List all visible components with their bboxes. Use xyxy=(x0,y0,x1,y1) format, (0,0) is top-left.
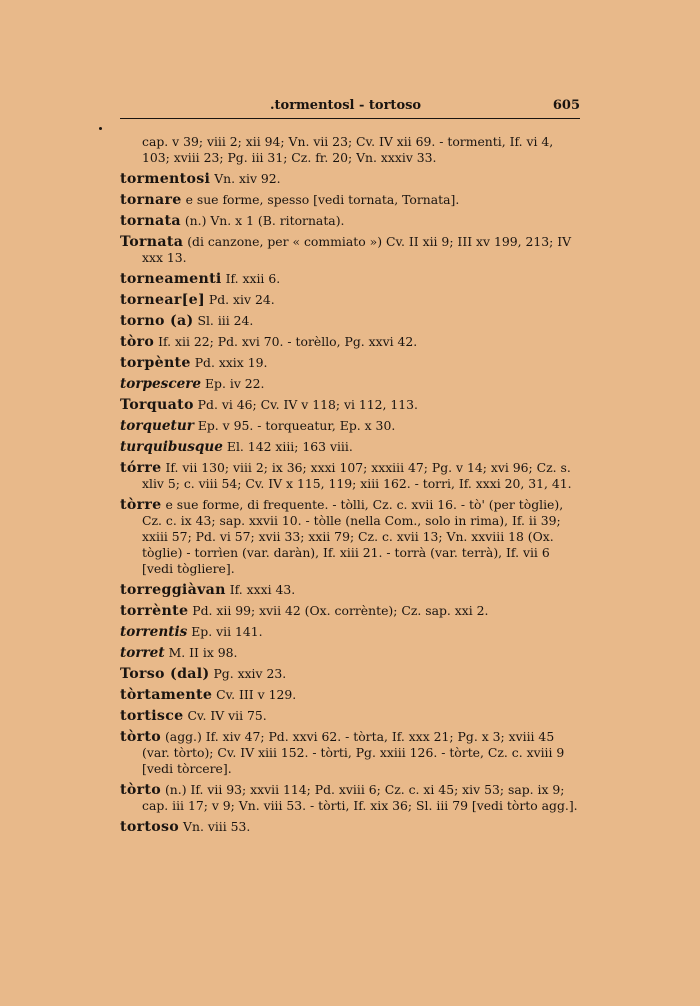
entry: torreggiàvan If. xxxi 43. xyxy=(120,582,296,598)
entry: torneamenti If. xxii 6. xyxy=(120,271,281,287)
headword: tornear[e] xyxy=(120,292,205,308)
entry-list xyxy=(120,134,580,840)
headword: torneamenti xyxy=(120,271,222,287)
header-rule xyxy=(120,118,580,119)
headword: tòrtamente xyxy=(120,687,213,703)
headword: tornare xyxy=(120,192,182,208)
headword: tortisce xyxy=(120,708,184,724)
entry: tormentosi Vn. xiv 92. xyxy=(120,171,281,187)
entry: tornare e sue forme, spesso [vedi tornata, Tornata]. xyxy=(120,192,460,208)
entry: torpènte Pd. xxix 19. xyxy=(120,355,268,371)
headword: torrènte xyxy=(120,603,189,619)
entry: torrènte Pd. xii 99; xvii 42 (Ox. corrènte); Cz. sap. xxi 2. xyxy=(120,603,489,619)
entry: tòrre e sue forme, di frequente. - tòlli, Cz. c. xvii 16. - tò' (per tòglie), Cz. c. ix 43; sap. xxvii 10. - tòlle (nella Com., solo in rima), If. ii 39; xxiii 57; Pd. vi 57; xvii 33; xxii 79; Cz. c. xvii 13; Vn. xxviii 18 (Ox. tòglie) - torrìen (var. daràn), If. xiii 21. - torrà (var. terrà), If. vii 6 [vedi tògliere]. xyxy=(120,497,564,576)
margin-dot xyxy=(99,127,102,130)
headword: tòrto xyxy=(120,782,162,798)
entry: tòro If. xii 22; Pd. xvi 70. - torèllo, Pg. xxvi 42. xyxy=(120,334,418,350)
headword: tornata xyxy=(120,213,181,229)
entry: tortisce Cv. IV vii 75. xyxy=(120,708,267,724)
headword: torreggiàvan xyxy=(120,582,226,598)
page-number: 605 xyxy=(552,98,580,113)
entry: tornear[e] Pd. xiv 24. xyxy=(120,292,275,308)
entry: Torso (dal) Pg. xxiv 23. xyxy=(120,666,287,682)
entry: tórre If. vii 130; viii 2; ix 36; xxxi 107; xxxiii 47; Pg. v 14; xvi 96; Cz. s. xliv 5; c. viii 54; Cv. IV x 115, 119; xiii 162. - torri, If. xxxi 20, 31, 41. xyxy=(120,460,572,491)
headword: tórre xyxy=(120,460,162,476)
headword: tòrre xyxy=(120,497,162,513)
entry: Torquato Pd. vi 46; Cv. IV v 118; vi 112, 113. xyxy=(120,397,418,413)
entry: turquibusque El. 142 xiii; 163 viii. xyxy=(120,439,353,455)
entry: torrentis Ep. vii 141. xyxy=(120,624,263,640)
headword: turquibusque xyxy=(120,439,223,455)
headword: tormentosi xyxy=(120,171,211,187)
headword: Tornata xyxy=(120,234,184,250)
headword: torquetur xyxy=(120,418,194,434)
headword: tòrto xyxy=(120,729,162,745)
running-head: .tormentosl - tortoso xyxy=(270,98,422,113)
entry: tornata (n.) Vn. x 1 (B. ritornata). xyxy=(120,213,345,229)
entry: tòrtamente Cv. III v 129. xyxy=(120,687,297,703)
headword: torpescere xyxy=(120,376,202,392)
entry: Tornata (di canzone, per « commiato ») Cv. II xii 9; III xv 199, 213; IV xxx 13. xyxy=(120,234,572,265)
headword: torrentis xyxy=(120,624,188,640)
entry: torret M. II ix 98. xyxy=(120,645,238,661)
headword: Torso (dal) xyxy=(120,666,210,682)
headword: tortoso xyxy=(120,819,180,835)
entry: torno (a) Sl. iii 24. xyxy=(120,313,254,329)
headword: tòro xyxy=(120,334,155,350)
entry-continuation: cap. v 39; viii 2; xii 94; Vn. vii 23; Cv. IV xii 69. - tormenti, If. vi 4, 103; xviii 23; Pg. iii 31; Cz. fr. 20; Vn. xxxiv 33. xyxy=(142,134,554,165)
entry: torquetur Ep. v 95. - torqueatur, Ep. x 30. xyxy=(120,418,396,434)
headword: torno (a) xyxy=(120,313,194,329)
page-header xyxy=(120,98,580,118)
entry: tortoso Vn. viii 53. xyxy=(120,819,251,835)
headword: Torquato xyxy=(120,397,194,413)
entry: tòrto (n.) If. vii 93; xxvii 114; Pd. xviii 6; Cz. c. xi 45; xiv 53; sap. ix 9; cap. iii 17; v 9; Vn. viii 53. - tòrti, If. xix 36; Sl. iii 79 [vedi tòrto agg.]. xyxy=(120,782,578,813)
entry: torpescere Ep. iv 22. xyxy=(120,376,265,392)
headword: torpènte xyxy=(120,355,191,371)
headword: torret xyxy=(120,645,165,661)
entry: tòrto (agg.) If. xiv 47; Pd. xxvi 62. - tòrta, If. xxx 21; Pg. x 3; xviii 45 (var. tòrto); Cv. IV xiii 152. - tòrti, Pg. xxiii 126. - tòrte, Cz. c. xviii 9 [vedi tòrcere]. xyxy=(120,729,565,776)
